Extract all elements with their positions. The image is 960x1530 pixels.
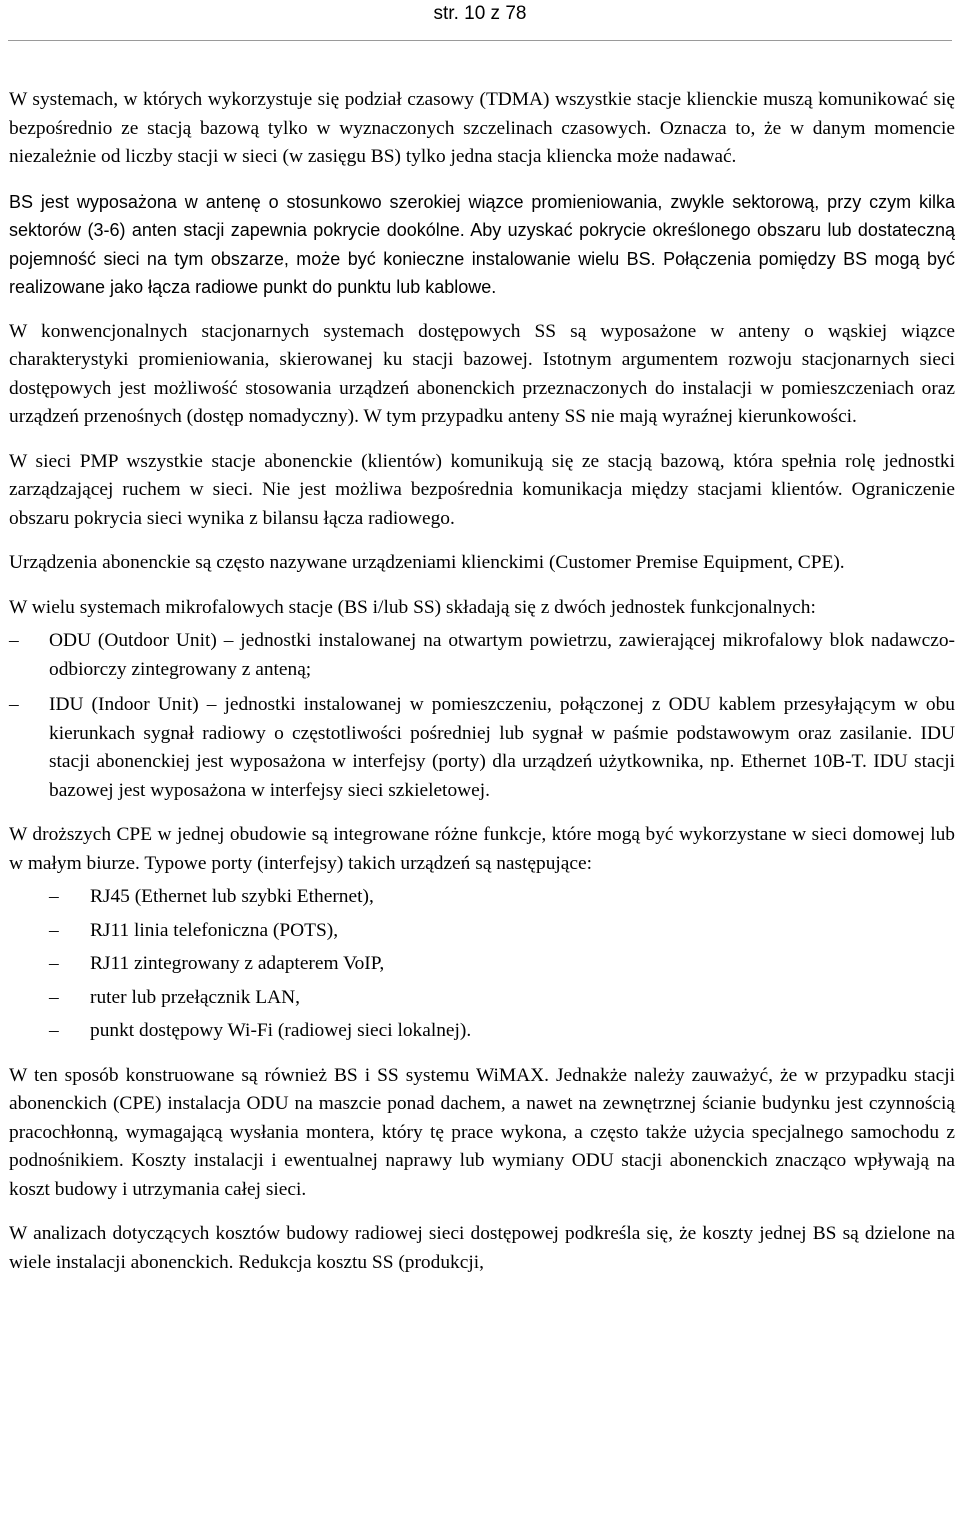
list-item-text: RJ11 linia telefoniczna (POTS), — [90, 919, 339, 941]
list-item — [9, 917, 955, 946]
page-number-header: str. 10 z 78 — [433, 3, 527, 24]
paragraph-wimax: W ten sposób konstruowane są również BS i SS systemu WiMAX. Jednakże należy zauważyć, że w przypadku stacji abonenckich (CPE) instalacja ODU na maszcie ponad dachem, a nawet na zewnętrznej ścianie budynku jest czynnością pracochłonną, wymagającą wysłania montera, który tę prace wykona, a często także użycia specjalnego samochodu z podnośnikiem. Koszty instalacji i ewentualnej naprawy lub wymiany ODU stacji abonenckich znacząco wpływają na koszt budowy i utrzymania całej sieci. — [9, 1064, 955, 1200]
list-item-text: punkt dostępowy Wi-Fi (radiowej sieci lokalnej). — [90, 1020, 472, 1041]
paragraph-units-intro: W wielu systemach mikrofalowych stacje (BS i/lub SS) składają się z dwóch jednostek funkcjonalnych: — [9, 596, 816, 618]
paragraph-pmp: W sieci PMP wszystkie stacje abonenckie (klientów) komunikują się ze stacją bazową, która spełnia rolę jednostki zarządzającej ruchem w sieci. Nie jest możliwa bezpośrednia komunikacja między stacjami klientów. Ograniczenie obszaru pokrycia sieci wynika z bilansu łącza radiowego. — [9, 450, 955, 529]
dash-bullet: – — [9, 694, 19, 715]
paragraph-cost-analysis: W analizach dotyczących kosztów budowy radiowej sieci dostępowej podkreśla się, że koszty jednej BS są dzielone na wiele instalacji abonenckich. Redukcja kosztu SS (produkcji, — [9, 1223, 955, 1273]
list-item — [9, 950, 955, 979]
dash-bullet: – — [9, 630, 19, 651]
paragraph-tdma: W systemach, w których wykorzystuje się podział czasowy (TDMA) wszystkie stacje klienckie muszą komunikować się bezpośrednio ze stacją bazową tylko w wyznaczonych szczelinach czasowych. Oznacza to, że w danym momencie niezależnie od liczby stacji w sieci (w zasięgu BS) tylko jedna stacja kliencka może nadawać. — [9, 89, 955, 167]
paragraph-ss-antennas: W konwencjonalnych stacjonarnych systemach dostępowych SS są wyposażone w anteny o wąskiej wiązce charakterystyki promieniowania, skierowanej ku stacji bazowej. Istotnym argumentem rozwoju stacjonarnych sieci dostępowych jest możliwość stosowania urządzeń abonenckich przeznaczonych do instalacji w pomieszczeniach oraz urządzeń przenośnych (dostęp nomadyczny). W tym przypadku anteny SS nie mają wyraźnej kierunkowości. — [9, 320, 955, 427]
dash-bullet: – — [49, 886, 59, 907]
list-item-text: RJ11 zintegrowany z adapterem VoIP, — [90, 953, 385, 974]
document-body — [9, 86, 955, 1293]
header-divider — [8, 40, 952, 41]
paragraph-cpe: Urządzenia abonenckie są często nazywane urządzeniami klienckimi (Customer Premise Equipment, CPE). — [9, 552, 845, 573]
dash-bullet: – — [49, 953, 59, 974]
list-item — [9, 1017, 955, 1046]
list-item — [9, 883, 955, 912]
list-item — [9, 984, 955, 1013]
list-item-odu — [9, 627, 955, 684]
dash-bullet: – — [49, 919, 59, 941]
dash-bullet: – — [49, 986, 59, 1008]
list-item-text: ODU (Outdoor Unit) – jednostki instalowanej na otwartym powietrzu, zawierającej mikrofalowy blok nadawczo-odbiorczy zintegrowany z anteną; — [49, 630, 955, 680]
list-item-idu — [9, 691, 955, 805]
list-item-text: RJ45 (Ethernet lub szybki Ethernet), — [90, 886, 374, 907]
ports-list — [9, 883, 955, 1046]
units-list — [9, 627, 955, 805]
dash-bullet: – — [49, 1020, 59, 1041]
paragraph-ports-intro: W droższych CPE w jednej obudowie są integrowane różne funkcje, które mogą być wykorzystane w sieci domowej lub w małym biurze. Typowe porty (interfejsy) takich urządzeń są następujące: — [9, 824, 955, 874]
paragraph-bs-antenna: BS jest wyposażona w antenę o stosunkowo szerokiej wiązce promieniowania, zwykle sektorową, przy czym kilka sektorów (3-6) anten stacji zapewnia pokrycie dookólne. Aby uzyskać pokrycie określonego obszaru lub dostateczną pojemność sieci na tym obszarze, może być konieczne instalowanie wielu BS. Połączenia pomiędzy BS mogą być realizowane jako łącza radiowe punkt do punktu lub kablowe. — [9, 191, 955, 297]
list-item-text: IDU (Indoor Unit) – jednostki instalowanej w pomieszczeniu, połączonej z ODU kablem przesyłającym w obu kierunkach sygnał radiowy o częstotliwości pośredniej lub sygnał w paśmie podstawowym oraz zasilanie. IDU stacji abonenckiej jest wyposażona w interfejsy (porty) dla urządzeń użytkownika, np. Ethernet 10B-T. IDU stacji bazowej jest wyposażona w interfejsy sieci szkieletowej. — [49, 694, 955, 801]
list-item-text: ruter lub przełącznik LAN, — [90, 986, 300, 1008]
